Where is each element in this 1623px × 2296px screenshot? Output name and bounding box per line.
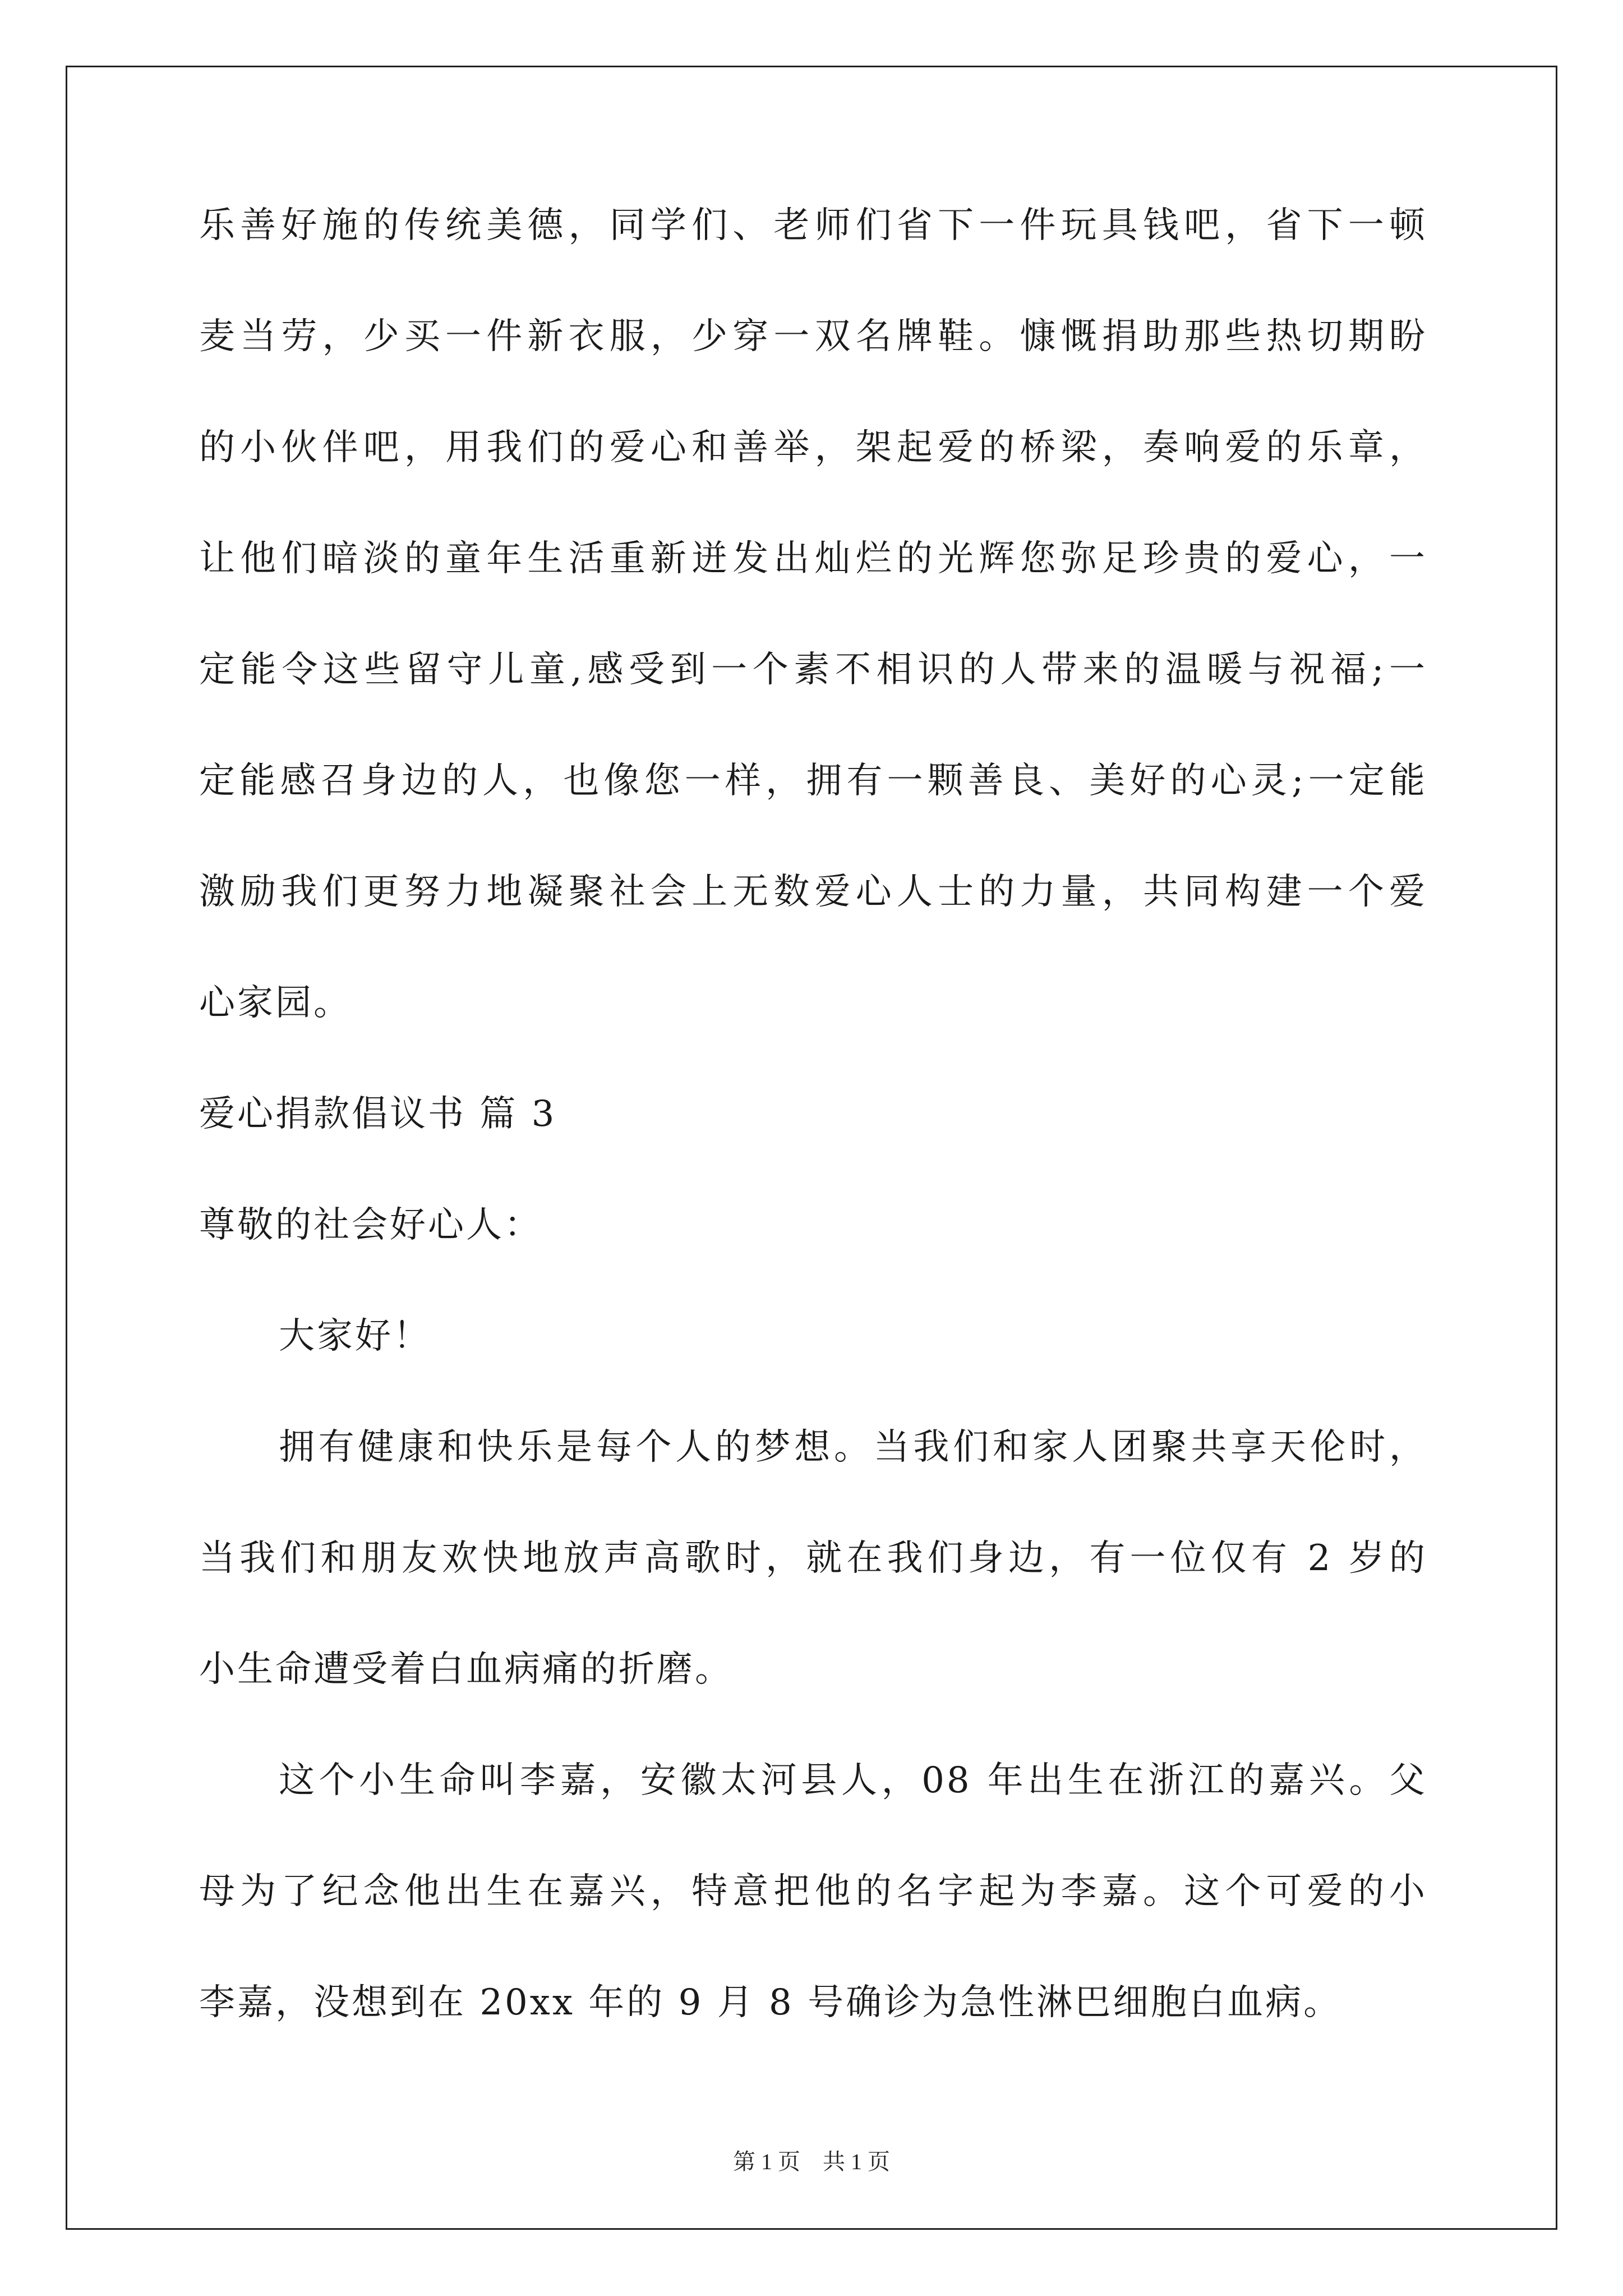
document-body [199,205,1433,2096]
body-line: 激励我们更努力地凝聚社会上无数爱心人士的力量，共同构建一个爱 [199,871,1427,913]
body-line: 当我们和朋友欢快地放声高歌时，就在我们身边，有一位仅有 2 岁的 [199,1538,1427,1579]
body-line: 定能感召身边的人，也像您一样，拥有一颗善良、美好的心灵;一定能 [199,760,1427,802]
body-line: 李嘉，没想到在 20xx 年的 9 月 8 号确诊为急性淋巴细胞白血病。 [199,1982,1342,2023]
body-line: 定能令这些留守儿童,感受到一个素不相识的人带来的温暖与祝福;一 [199,649,1427,691]
greeting: 大家好！ [279,1315,431,1357]
body-line: 母为了纪念他出生在嘉兴，特意把他的名字起为李嘉。这个可爱的小 [199,1871,1427,1912]
body-line: 小生命遭受着白血病痛的折磨。 [199,1649,733,1690]
body-line: 乐善好施的传统美德，同学们、老师们省下一件玩具钱吧，省下一顿 [199,205,1427,246]
body-line: 心家园。 [199,982,352,1024]
page-number-footer: 第 1 页 共 1 页 [733,2149,890,2174]
body-line: 的小伙伴吧，用我们的爱心和善举，架起爱的桥梁，奏响爱的乐章， [199,427,1427,468]
body-line: 这个小生命叫李嘉，安徽太河县人，08 年出生在浙江的嘉兴。父 [279,1760,1427,1801]
section-heading: 爱心捐款倡议书 篇 3 [199,1093,557,1135]
body-line: 麦当劳，少买一件新衣服，少穿一双名牌鞋。慷慨捐助那些热切期盼 [199,316,1427,357]
salutation: 尊敬的社会好心人： [199,1204,542,1246]
body-line: 让他们暗淡的童年生活重新迸发出灿烂的光辉您弥足珍贵的爱心，一 [199,538,1427,579]
body-line: 拥有健康和快乐是每个人的梦想。当我们和家人团聚共享天伦时， [279,1427,1427,1468]
